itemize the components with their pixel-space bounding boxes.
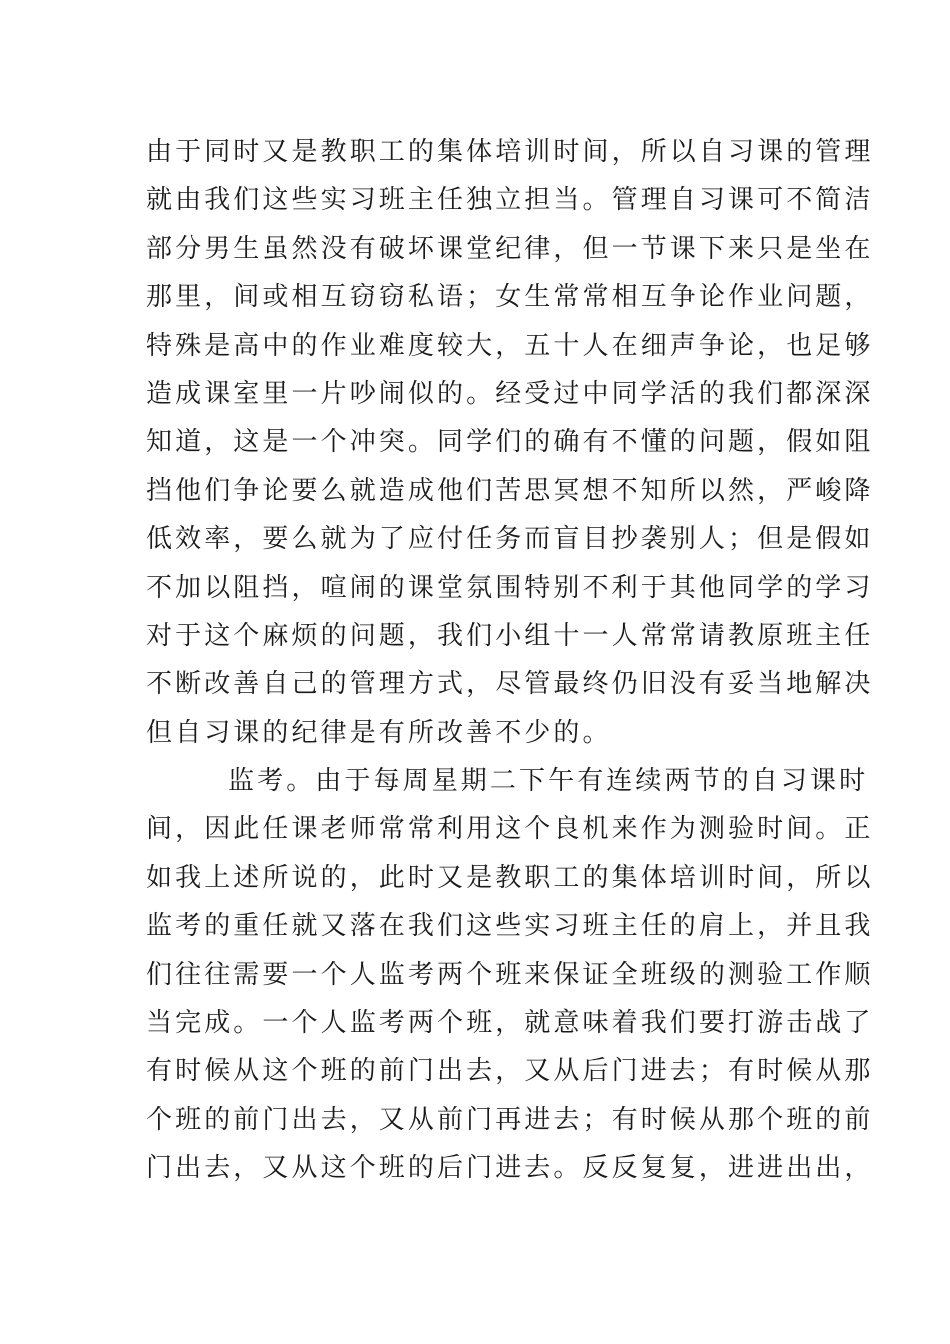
text-line: 就由我们这些实习班主任独立担当。管理自习课可不简洁 bbox=[146, 185, 874, 216]
text-line: 特殊是高中的作业难度较大，五十人在细声争论，也足够 bbox=[146, 330, 874, 361]
text-line: 那里，间或相互窃窃私语；女生常常相互争论作业问题， bbox=[146, 282, 874, 313]
text-line: 间，因此任课老师常常利用这个良机来作为测验时间。正 bbox=[146, 814, 874, 845]
text-line: 有时候从这个班的前门出去，又从后门进去；有时候从那 bbox=[146, 1056, 874, 1087]
text-line: 但自习课的纪律是有所改善不少的。 bbox=[146, 717, 612, 748]
text-line: 低效率，要么就为了应付任务而盲目抄袭别人；但是假如 bbox=[146, 524, 874, 555]
paragraph-start-line: 监考。由于每周星期二下午有连续两节的自习课时 bbox=[228, 766, 869, 797]
text-line: 们往往需要一个人监考两个班来保证全班级的测验工作顺 bbox=[146, 959, 874, 990]
text-line: 门出去，又从这个班的后门进去。反反复复，进进出出， bbox=[146, 1153, 874, 1184]
text-line: 部分男生虽然没有破坏课堂纪律，但一节课下来只是坐在 bbox=[146, 233, 874, 264]
text-line: 由于同时又是教职工的集体培训时间，所以自习课的管理 bbox=[146, 137, 874, 167]
text-line: 不断改善自己的管理方式，尽管最终仍旧没有妥当地解决 bbox=[146, 669, 874, 700]
text-line: 造成课室里一片吵闹似的。经受过中同学活的我们都深深 bbox=[146, 378, 874, 409]
text-line: 个班的前门出去，又从前门再进去；有时候从那个班的前 bbox=[146, 1104, 874, 1135]
text-line: 挡他们争论要么就造成他们苦思冥想不知所以然，严峻降 bbox=[146, 475, 874, 506]
text-line: 不加以阻挡，喧闹的课堂氛围特别不利于其他同学的学习 bbox=[146, 572, 874, 603]
text-line: 当完成。一个人监考两个班，就意味着我们要打游击战了 bbox=[146, 1008, 874, 1039]
text-line: 如我上述所说的，此时又是教职工的集体培训时间，所以 bbox=[146, 862, 874, 893]
text-line: 对于这个麻烦的问题，我们小组十一人常常请教原班主任 bbox=[146, 620, 874, 651]
text-line: 监考的重任就又落在我们这些实习班主任的肩上，并且我 bbox=[146, 911, 874, 942]
text-line: 知道，这是一个冲突。同学们的确有不懂的问题，假如阻 bbox=[146, 427, 874, 458]
body-text bbox=[146, 128, 874, 1193]
